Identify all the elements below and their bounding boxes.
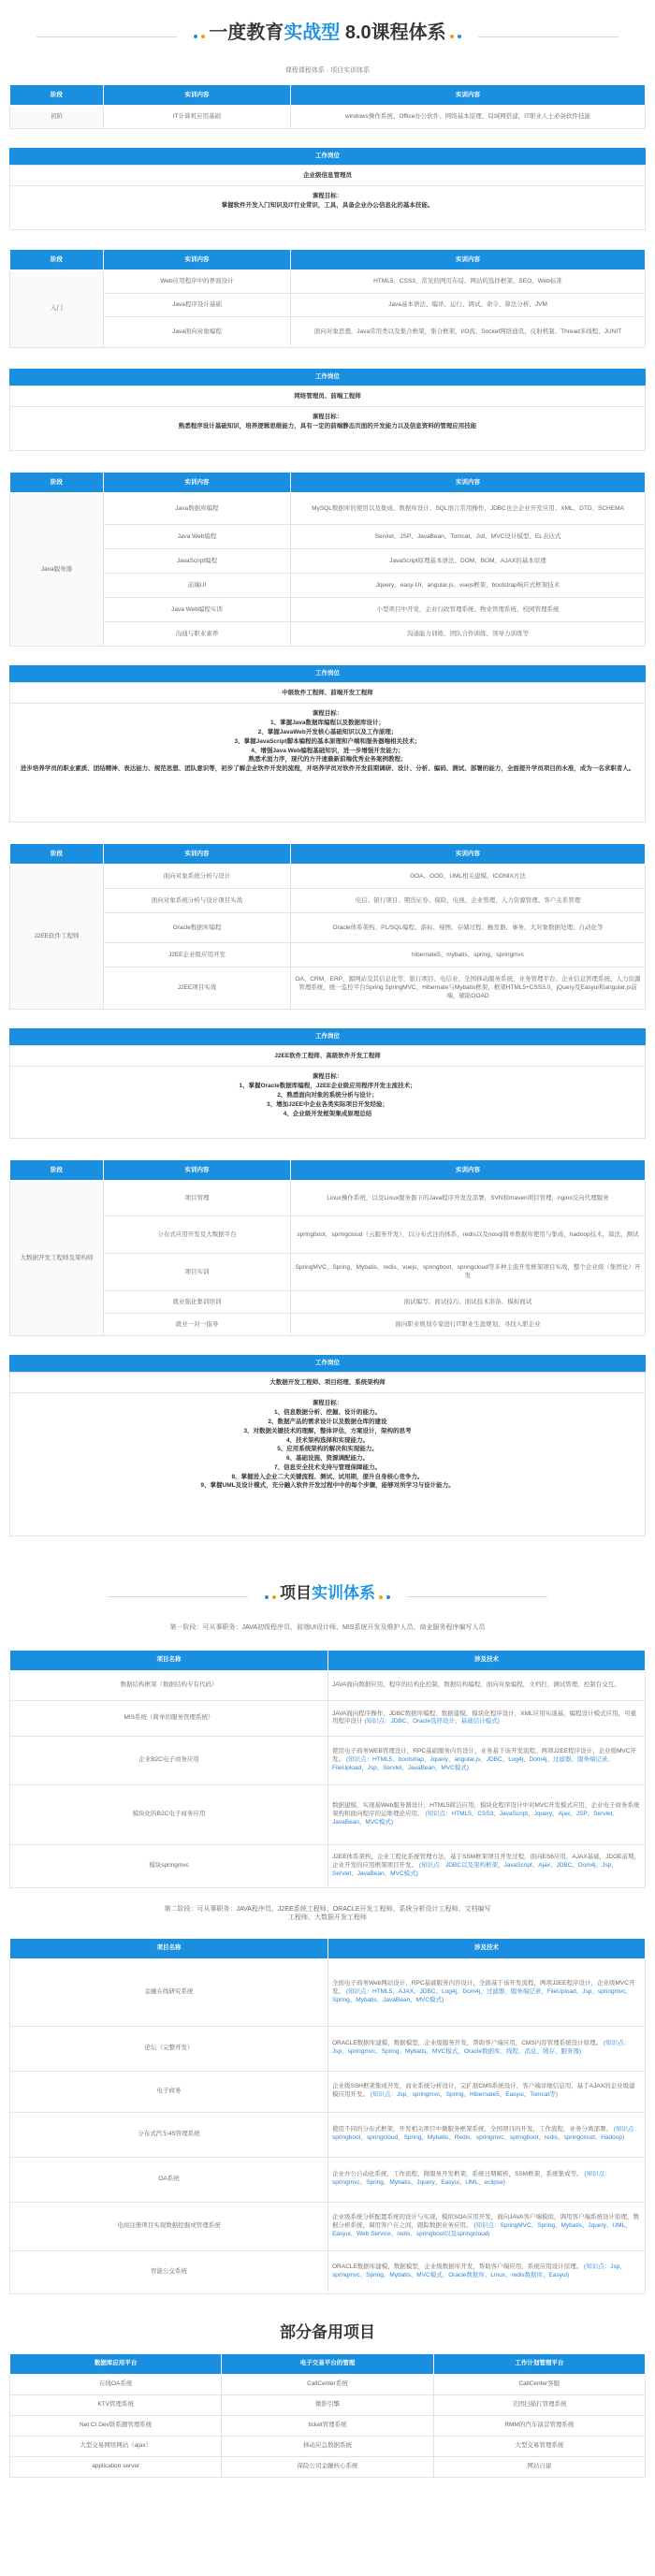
project-tech: ORACLE数据库建模，数据模型，企业级数据库开发，帮助客户端应用，系统应用设计原理。 (知识点：Jsp、springmvc、Spring、Mybatis、MVC模式、Oracle数据库、Linux、redis数据库、Easyui)	[328, 2250, 646, 2293]
project-tech: 全面电子商务Web网站设计，RPC基础服务内容设计，全面基于该开发流程，两项J2EE程序设计，企业级MVC开发。 (知识点：HTML5、AJAX、JDBC、Log4j、Dom4j、过滤器、服务端记录、FileUpload、Jsp、springmvc、Spring、Mybatis、JavaBean、MVC模式)	[328, 1958, 646, 2026]
project-name: 论坛（完整开发）	[10, 2026, 328, 2071]
module-cell: IT计算机应用基础	[104, 106, 291, 129]
project-name: 智能公交系统	[10, 2250, 328, 2293]
project-name: 模块springmvc	[10, 1844, 328, 1887]
project-table-1	[9, 1650, 646, 1888]
project-tech: 数据建模，实现基Web服务器设计，HTML5简洁应用，模块化程序设计中对MVC开发模式应用，企业电子商务系统架构和面向程序的运维理论应用。 (知识点：HTML5、CSS3、JavaScript、Jquery、Ajax、JSP、Servlet、JavaBean、MVC模式)	[328, 1784, 646, 1844]
goal-box: 企业级信息管理员 课程目标： 掌握软件开发入门知识及IT行业常识，工具，具备企业办公信息化的基本技能。	[9, 165, 646, 230]
project-tech: ORACLE数据库建模，数据模型，企业级服务开发，帮助客户端应用，CMS内容管理系统设计原理。 (知识点：Jsp、springmvc、Spring、Mybatis、MVC模式、Oracle数据库、线程、消息、缓存、服务器)	[328, 2026, 646, 2071]
course-table-intro: 阶段 实训内容 实训内容 入门 Web应用程序中的界面设计 HTML5、CSS3、常见的网页布局、网站的选择框架、SEO、Web标准 Java程序设计基础 Java基本语法、编译、运行、调试、命令、算法分析、JVM Java面向对象编程 面向对象思想，Java常用类以及集合框架，集合框架、I/O流、Socket网络通讯、反射机制、Thread多线程、JUNIT	[9, 249, 646, 348]
project-name: 电子商务	[10, 2071, 328, 2112]
course-table-basic	[9, 84, 646, 129]
stage-label: 入门	[10, 270, 104, 348]
col-content: 实训内容	[291, 85, 646, 106]
project-name: 企业B2C电子商务应用	[10, 1736, 328, 1784]
project-name: MIS系统（简单的服务管理系统）	[10, 1700, 328, 1736]
project-section-header	[9, 1583, 646, 1605]
project-name: 数据结构框架（数据结构专有代码）	[10, 1670, 328, 1700]
content-cell: windows操作系统、Office办公软件、网络基本原理、局域网搭建，IT职业人士必备软件技能	[291, 106, 646, 129]
project-caption-2: 第二阶段：可从事职务：JAVA程序员、J2EE系统工程师、ORACLE开发工程师、系统分析设计工程师、文档编写 工程师、大数据开发工程师	[164, 1905, 491, 1922]
page-title: 一度教育实战型 8.0课程体系	[209, 22, 446, 43]
project-tech: 企业办公自动化系统，工作流程，微服务开发框架，系统日期解析，SSM框架，系统集成等。 (知识点：springmvc、Spring、Mybatis、Jquery、Easyui、UML、eclipse)	[328, 2157, 646, 2202]
col-stage: 阶段	[10, 85, 104, 106]
col-project-tech: 涉及技术	[328, 1650, 646, 1670]
backup-section-title: 部分备用项目	[280, 2322, 375, 2341]
col-module: 实训内容	[104, 85, 291, 106]
title-divider-right	[478, 36, 619, 37]
project-name: 金融在线研究系统	[10, 1958, 328, 2026]
project-tech: 企业级系统分析配置系统的设计与实现，模拟SOA应用开发，面向JAVA客户端模拟，调用客户端系统设计原理，数据分析系统，调用客户在之间，跟踪数据业务应用。 (知识点：SpringMVC、Spring、Mybatis、Jquery、UML、Easyui、Web Service、redis、springboot以及springcloud)	[328, 2202, 646, 2250]
stage-label: 大数据开发工程师及架构师	[10, 1181, 104, 1336]
stage-label: J2EE软件工程师	[10, 865, 104, 1010]
project-tech: JAVA面向程序操作，JDBC数据库编程，数据建模，模块化程序设计，XML应用实现基，编程设计模式应用，可重用程序设计 (知识点：JDBC、Oracle选择设计、基础信计模式)	[328, 1700, 646, 1736]
stage-label: Java服务器	[10, 493, 104, 647]
project-section-title: 项目实训体系	[280, 1584, 375, 1603]
project-tech: 使用不同的分布式框架，开发相关项目中微服务框架系统，全国项目的开发，工作流程，业务分离部署。 (知识点：springboot、springcloud、Spring、Mybatis、Redis、springmvc、springboot、redis、springcloud、Hadoop)	[328, 2112, 646, 2157]
goal-header: 工作岗位	[9, 665, 646, 682]
course-table-j2ee: 阶段 实训内容 实训内容 J2EE软件工程师 面向对象系统分析与设计 OOA、OOD、UML相关建模、ICONIX方法 面向对象系统分析与设计项目实战 电信、银行项目、期货证券、保险、电视、企业管理、人力资源管理、客户关系管理 Oracle数据库编程 Oracle体系架构、PL/SQL编程、游标、视图、存储过程、触发器、事务、大对象数据处理、自动化等 J2EE企业级应用开发 hibernate5、mybatis、spring、springmvc J2EE项目实战 OA、CRM、ERP、源网站及其信息化等，银行项目、电信业、全国移动服务系统，业务管理平台、企业信息管理系统、人力资源管理系统，统一监控平台Spring SpringMVC、Hibernate与Mybatis框架，框架HTML5+CSS3.0，jQuery及Easyui和angular.js前端，辅助OOAD	[9, 843, 646, 1010]
goal-header: 工作岗位	[9, 148, 646, 165]
project-tech: J2EE体系架构，企业工程化系统管理方法，基于SSM框架项目开发过程，面向ES6应用，AJAX基础，JDOE前期，企业开发的应用框架项目开发。 (知识点：JDBC以及架构框架，JavaScript、Ajax、JDBC、Dom4j、Jsp、Servlet、JavaBean、MVC模式)	[328, 1844, 646, 1887]
goal-title: 企业级信息管理员	[10, 166, 645, 186]
project-name: 电商注册项目实现数据挖掘或管理系统	[10, 2202, 328, 2250]
col-project-name: 项目名称	[10, 1650, 328, 1670]
project-tech: 企业级SSH框架集成开发，商业系统分析设计，完扩展CMS系统设计，客户端详细信息用，基于AJAX的企业级建模应用开发。 (知识点：Jsp、springmvc、Spring、Hibernate5、Easyui、Tomcat等)	[328, 2071, 646, 2112]
project-caption-1: 第一阶段：可从事职务：JAVA初级程序员、前端UI设计师、MIS系统开发及维护人员、商业服务程序编写人员	[169, 1624, 486, 1632]
project-name: 模块化的B2C电子商务应用	[10, 1784, 328, 1844]
project-name: 分布式汽车4S管理系统	[10, 2112, 328, 2157]
goal-box: J2EE软件工程师、高级软件开发工程师 课程目标： 1、掌握Oracle数据库编程，J2EE企业级应用程序开发主流技术； 2、熟悉面向对象的系统分析与设计； 3、增加J2EE中企业各类实际项目开发经验； 4、企业级开发框架集成原理总结	[9, 1045, 646, 1139]
goal-header: 工作岗位	[9, 369, 646, 386]
goal-box: 网络管理员、前端工程师 课程目标： 熟悉程序设计基础知识，培养逻辑思维能力，具有一定的前端静态页面的开发能力以及信息资料的管理应用技能	[9, 386, 646, 451]
project-name: OA系统	[10, 2157, 328, 2202]
project-table-2: 项目名称 涉及技术 金融在线研究系统 全面电子商务Web网站设计，RPC基础服务内容设计，全面基于该开发流程，两项J2EE程序设计，企业级MVC开发。 (知识点：HTML5、AJAX、JDBC、Log4j、Dom4j、过滤器、服务端记录、FileUpload、Jsp、springmvc、Spring、Mybatis、JavaBean、MVC模式) 论坛（完整开发） ORACLE数据库建模，数据模型，企业级服务开发，帮助客户端应用，CMS内容管理系统设计原理。 (知识点：Jsp、springmvc、Spring、Mybatis、MVC模式、Oracle数据库、线程、消息、缓存、服务器) 电子商务 企业级SSH框架集成开发，商业系统分析设计，完扩展CMS系统设计，客户端详细信息用，基于AJAX的企业级建模应用开发。 (知识点：Jsp、springmvc、Spring、Hibernate5、Easyui、Tomcat等) 分布式汽车4S管理系统 使用不同的分布式框架，开发相关项目中微服务框架系统，全国项目的开发，工作流程，业务分离部署。 (知识点：springboot、springcloud、Spring、Mybatis、Redis、springmvc、springboot、redis、springcloud、Hadoop) OA系统 企业办公自动化系统，工作流程，微服务开发框架，系统日期解析，SSM框架，系统集成等。 (知识点：springmvc、Spring、Mybatis、Jquery、Easyui、UML、eclipse) 电商注册项目实现数据挖掘或管理系统 企业级系统分析配置系统的设计与实现，模拟SOA应用开发，面向JAVA客户端模拟，调用客户端系统设计原理，数据分析系统，调用客户在之间，跟踪数据业务应用。 (知识点：SpringMVC、Spring、Mybatis、Jquery、UML、Easyui、Web Service、redis、springboot以及springcloud) 智能公交系统 ORACLE数据库建模，数据模型，企业级数据库开发，帮助客户端应用，系统应用设计原理。 (知识点：Jsp、springmvc、Spring、Mybatis、MVC模式、Oracle数据库、Linux、redis数据库、Easyui)	[9, 1938, 646, 2294]
goal-header: 工作岗位	[9, 1028, 646, 1045]
course-table-java: 阶段 实训内容 实训内容 Java服务器 Java数据库编程 MySQL数据库的使用以及集成、数据库设计、SQL语言常用操作、JDBC也会企业开发应用、XML、DTD、SCHEMA Java Web编程 Servlet、JSP、JavaBean、Tomcat、Jstl、MVC设计模型、EL表达式 JavaScript编程 JavaScript原理基本语法、DOM、BOM、AJAX的基本原理 前端UI Jquery、easy-UI、angular.js、vuejs框架、bootstrap响应式框架技术 Java Web编程实训 小型项目中开发，企业行政管理系统、物业管理系统、校园管理系统 沟通与职业素养 沟通能力训练、团队合作训练、领导力训练等	[9, 472, 646, 647]
project-tech: JAVA面向数据应用，程序的结构化控制，数据结构编程，面向对象编程，文档打，测试管理，控制台交互。	[328, 1670, 646, 1700]
backup-table: 数据库应用平台 电子交易平台的管理 工作计划管理平台 在线OA系统 CallCenter系统 CallCenter客服 KTV管理系统 微影引擎 美团扫描打管理系统 Net Ct Dev联系题管理系统 ticket管理系统 RMM的汽车演营管理系统 大型交易网络网站（ajax） 移动应急数据系统 大型交易管理系统 application server 保险公司金融核心系统 网站自建	[9, 2353, 646, 2478]
goal-box: 中级软件工程师、前端开发工程师 课程目标： 1、掌握Java数据库编程以及数据库设计； 2、掌握JavaWeb开发核心基础知识以及工作原理； 3、掌握JavaScript脚本编程的基本原理和户端和服务器端相关技术； 4、增强Java Web编程基础知识，进一步增强开发能力； 熟悉术面力序，现代的方开速最新前端优秀业务案例教程； 进步培养学员的职业素质、团结精神、表达能力、规范思想、团队意识等，初步了解企业软件开发的流程，并培养学员对软件开发前期调研、设计、分析、编码、测试、部署的能力，全面提升学员项目的水准，成为一名求职者人。	[9, 682, 646, 822]
goal-header: 工作岗位	[9, 1355, 646, 1372]
title-divider-left	[36, 36, 177, 37]
goal-box: 大数据开发工程师、项目经理、系统架构师 课程目标： 1、信息数据分析、挖掘、设计的能力。 2、数据产品的需求设计以及数据仓库的建设 3、对数据关键技术的理解，整体评估，方案设计，架构的思考 4、技术架构选择和实现能力。 5、应用系统架构的解决和实现能力。 6、基础设施、资源调配能力。 7、信息安全技术支持与管理保障能力。 8、掌握进入企业二大关键流程、测试、试用期，提升自身核心竞争力。 9、掌握UML及设计模式，充分融入软件开发过程中中的每个步骤，能够对所学习与设计能力。	[9, 1372, 646, 1536]
project-tech: 使用电子商务WEB管理设计，RPC基础服务内容设计，业务基于该开发流程，两项J2EE程序设计，企业级MVC开发。 (知识点：HTML5、bootstrap、Jquery、angular.js、JDBC、Log4j、Dom4j、过滤器、服务端记录、FileUpload、Jsp、Servlet、JavaBean、MVC模式)	[328, 1736, 646, 1784]
course-table-bigdata: 阶段 实训内容 实训内容 大数据开发工程师及架构师 项目管理 Linux操作系统，以及Linux服务器下的Java程序开发及部署，SVN和maven项目管理，nginx反向代理服务 分布式应用开发及大数据平台 springboot，springcloud（云服务开发），以分布式注的体系，redis以及nosql简单数据库使用与集成，hadoop技术，算法，测试 项目实训 SpringMVC、Spring、Mybatis、redis、vuejs、springboot、springcloud等多种主流开发框架项目实战，整个企业级（集团化）开发 就业强化集训培训 面试编写、面试技巧、面试技术准备、模拟面试 就业一对一指导 面向职业规划专家进行IT职业生涯规划，寻找入职企业	[9, 1159, 646, 1336]
stage-label: 初阶	[10, 106, 104, 129]
page-subtitle: 课程课程体系 · 项目实训体系	[284, 67, 371, 74]
page-header	[9, 21, 646, 46]
